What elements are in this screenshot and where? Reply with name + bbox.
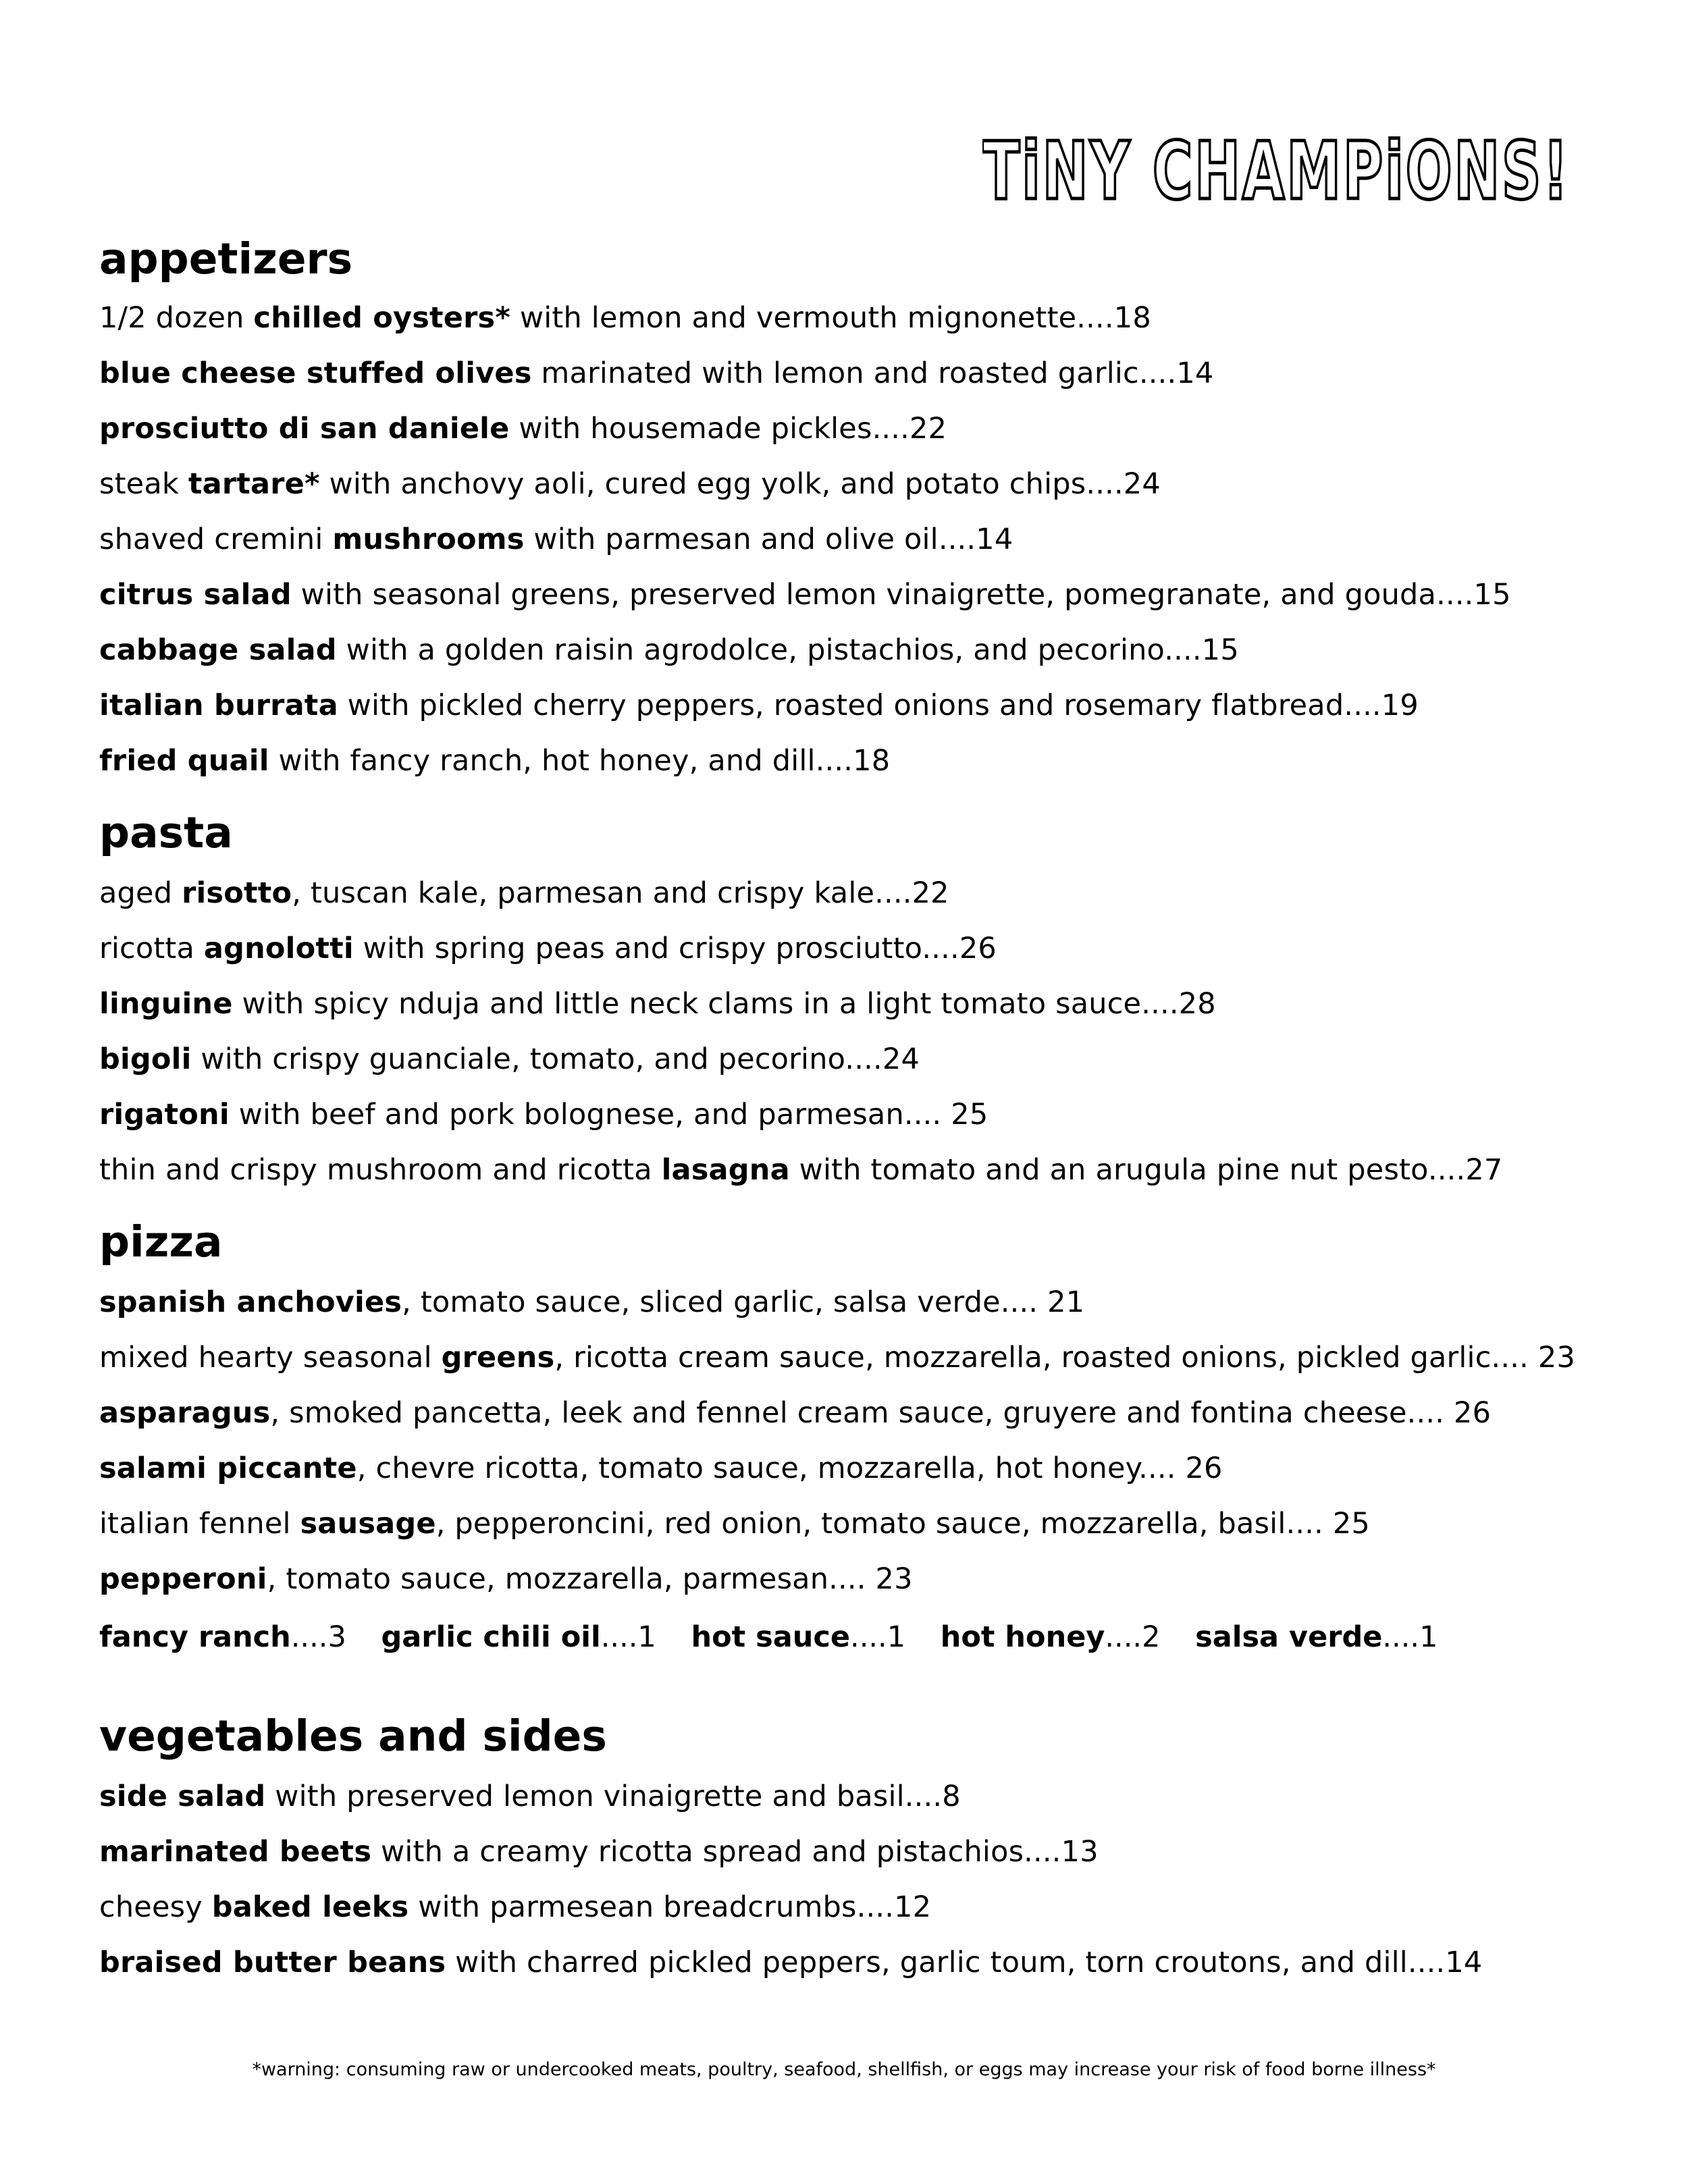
food-safety-warning: *warning: consuming raw or undercooked meats, poultry, seafood, shellfish, or eggs may increase your risk of food borne illness* — [252, 2059, 1436, 2080]
menu-item: mixed hearty seasonal greens, ricotta cream sauce, mozzarella, roasted onions, pickled garlic.... 23 — [99, 1341, 1576, 1375]
condiment-item: hot honey....2 — [940, 1620, 1161, 1654]
section-title-appetizers: appetizers — [99, 234, 353, 284]
menu-item: steak tartare* with anchovy aoli, cured egg yolk, and potato chips....24 — [99, 467, 1161, 501]
menu-item: blue cheese stuffed olives marinated with lemon and roasted garlic....14 — [99, 356, 1214, 390]
menu-item: braised butter beans with charred pickled peppers, garlic toum, torn croutons, and dill....14 — [99, 1946, 1483, 1979]
menu-item: ricotta agnolotti with spring peas and crispy prosciutto....26 — [99, 932, 997, 965]
menu-item: italian burrata with pickled cherry peppers, roasted onions and rosemary flatbread....19 — [99, 689, 1419, 722]
section-title-pizza: pizza — [99, 1217, 223, 1267]
menu-item: asparagus, smoked pancetta, leek and fennel cream sauce, gruyere and fontina cheese.... 26 — [99, 1396, 1492, 1430]
menu-item: citrus salad with seasonal greens, preserved lemon vinaigrette, pomegranate, and gouda....15 — [99, 578, 1511, 612]
menu-item: pepperoni, tomato sauce, mozzarella, parmesan.... 23 — [99, 1562, 913, 1596]
menu-item: fried quail with fancy ranch, hot honey, and dill....18 — [99, 744, 891, 778]
restaurant-name: TiNY CHAMPiONS! — [982, 124, 1570, 217]
menu-item: spanish anchovies, tomato sauce, sliced garlic, salsa verde.... 21 — [99, 1285, 1085, 1319]
menu-item: thin and crispy mushroom and ricotta lasagna with tomato and an arugula pine nut pesto....27 — [99, 1153, 1503, 1187]
section-title-vegetables-and-sides: vegetables and sides — [99, 1711, 607, 1761]
condiment-item: garlic chili oil....1 — [381, 1620, 656, 1654]
condiments-row — [99, 1620, 1463, 1654]
menu-item: marinated beets with a creamy ricotta spread and pistachios....13 — [99, 1835, 1099, 1869]
menu-item: linguine with spicy nduja and little neck clams in a light tomato sauce....28 — [99, 987, 1216, 1021]
menu-item: side salad with preserved lemon vinaigrette and basil....8 — [99, 1780, 961, 1813]
menu-item: 1/2 dozen chilled oysters* with lemon and vermouth mignonette....18 — [99, 301, 1151, 335]
section-title-pasta: pasta — [99, 808, 233, 857]
condiment-item: hot sauce....1 — [691, 1620, 906, 1654]
menu-item: cabbage salad with a golden raisin agrodolce, pistachios, and pecorino....15 — [99, 633, 1239, 667]
restaurant-logo — [982, 116, 1577, 224]
menu-item: rigatoni with beef and pork bolognese, and parmesan.... 25 — [99, 1098, 988, 1131]
menu-item: aged risotto, tuscan kale, parmesan and crispy kale....22 — [99, 876, 949, 910]
condiment-item: fancy ranch....3 — [99, 1620, 346, 1654]
menu-item: bigoli with crispy guanciale, tomato, and pecorino....24 — [99, 1042, 920, 1076]
menu-item: salami piccante, chevre ricotta, tomato sauce, mozzarella, hot honey.... 26 — [99, 1451, 1223, 1485]
condiment-item: salsa verde....1 — [1195, 1620, 1438, 1654]
menu-item: italian fennel sausage, pepperoncini, red onion, tomato sauce, mozzarella, basil.... 25 — [99, 1507, 1370, 1541]
menu-item: prosciutto di san daniele with housemade pickles....22 — [99, 412, 947, 446]
menu-item: cheesy baked leeks with parmesean breadcrumbs....12 — [99, 1890, 932, 1924]
menu-item: shaved cremini mushrooms with parmesan and olive oil....14 — [99, 523, 1013, 556]
